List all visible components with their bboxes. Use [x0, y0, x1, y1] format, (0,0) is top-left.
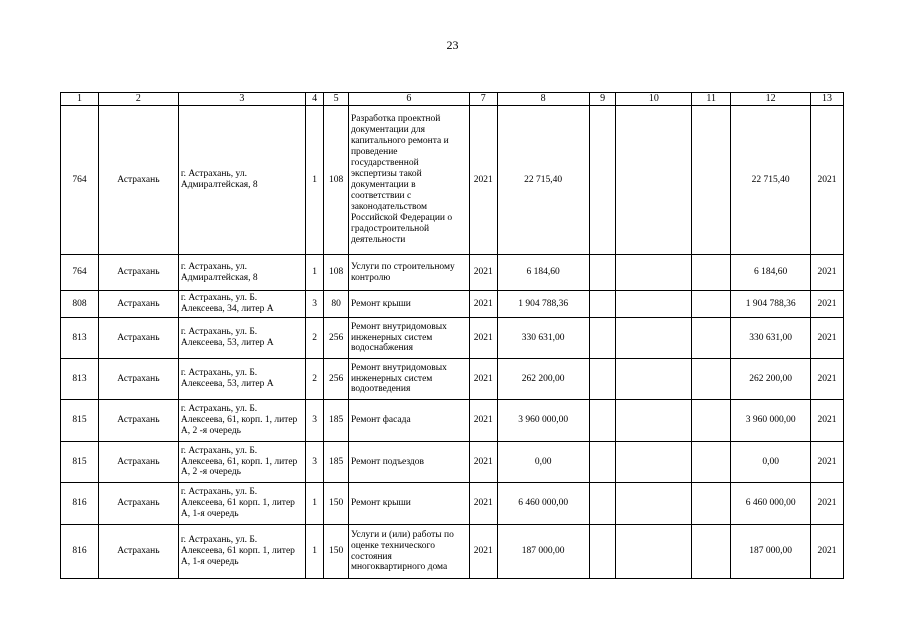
col-header: 9: [589, 93, 616, 106]
table-cell: [589, 291, 616, 318]
table-cell: 813: [61, 318, 99, 359]
table-cell: Астрахань: [98, 255, 178, 291]
table-cell: Астрахань: [98, 291, 178, 318]
table-cell: 2021: [469, 525, 497, 579]
table-cell: [616, 400, 692, 442]
table-cell: [616, 255, 692, 291]
table-cell: [589, 318, 616, 359]
table-cell: Астрахань: [98, 483, 178, 525]
table-cell: Разработка проектной документации для капитального ремонта и проведение государственной экспертизы такой документации в соответствии с законодательством Российской Федерации о градостроительной деятельности: [348, 106, 469, 255]
table-cell: [692, 442, 731, 483]
table-cell: [616, 106, 692, 255]
col-header: 13: [811, 93, 844, 106]
table-cell: 330 631,00: [497, 318, 589, 359]
table-row: [61, 106, 844, 255]
table-cell: 185: [324, 400, 349, 442]
table-cell: 2021: [811, 442, 844, 483]
table-cell: [589, 483, 616, 525]
table-cell: Услуги по строительному контролю: [348, 255, 469, 291]
table-cell: 6 460 000,00: [731, 483, 811, 525]
table-cell: 2021: [469, 255, 497, 291]
table-cell: 2021: [811, 318, 844, 359]
table-cell: 80: [324, 291, 349, 318]
table-cell: [616, 291, 692, 318]
table-cell: г. Астрахань, ул. Б. Алексеева, 61 корп. 1, литер А, 1-я очередь: [178, 525, 305, 579]
table-cell: 185: [324, 442, 349, 483]
table-cell: [616, 483, 692, 525]
table-cell: 150: [324, 525, 349, 579]
table-cell: Астрахань: [98, 318, 178, 359]
table-cell: 3: [305, 291, 323, 318]
table-row: [61, 318, 844, 359]
table-row: [61, 359, 844, 400]
table-cell: 2: [305, 318, 323, 359]
table-cell: г. Астрахань, ул. Б. Алексеева, 53, литер А: [178, 359, 305, 400]
col-header: 11: [692, 93, 731, 106]
table-cell: 764: [61, 106, 99, 255]
table-cell: [589, 106, 616, 255]
table-cell: г. Астрахань, ул. Адмиралтейская, 8: [178, 106, 305, 255]
table-cell: 6 184,60: [497, 255, 589, 291]
table-cell: Ремонт внутридомовых инженерных систем водоснабжения: [348, 318, 469, 359]
table-cell: 2021: [469, 359, 497, 400]
table-cell: 150: [324, 483, 349, 525]
table-cell: 2021: [811, 400, 844, 442]
table-cell: 2021: [811, 255, 844, 291]
table-cell: 2021: [469, 106, 497, 255]
col-header: 4: [305, 93, 323, 106]
table-cell: [589, 359, 616, 400]
table-cell: г. Астрахань, ул. Б. Алексеева, 61, корп. 1, литер А, 2 -я очередь: [178, 400, 305, 442]
table-cell: Ремонт фасада: [348, 400, 469, 442]
table-cell: 2: [305, 359, 323, 400]
col-header: 8: [497, 93, 589, 106]
col-header: 1: [61, 93, 99, 106]
table-cell: 256: [324, 359, 349, 400]
table-cell: Услуги и (или) работы по оценке технического состояния многоквартирного дома: [348, 525, 469, 579]
table-cell: 1: [305, 525, 323, 579]
table-cell: 0,00: [731, 442, 811, 483]
table-row: [61, 255, 844, 291]
table-cell: Ремонт крыши: [348, 483, 469, 525]
table-cell: 1 904 788,36: [497, 291, 589, 318]
table-cell: 2021: [811, 483, 844, 525]
table-cell: 3 960 000,00: [497, 400, 589, 442]
table-cell: 815: [61, 442, 99, 483]
table-cell: 2021: [469, 291, 497, 318]
col-header: 5: [324, 93, 349, 106]
table-cell: Астрахань: [98, 106, 178, 255]
table-cell: [692, 291, 731, 318]
table-cell: 1: [305, 483, 323, 525]
table-row: [61, 291, 844, 318]
table-row: [61, 525, 844, 579]
table-cell: [692, 255, 731, 291]
table-cell: [692, 359, 731, 400]
table-cell: [589, 400, 616, 442]
table-cell: Ремонт подъездов: [348, 442, 469, 483]
table-cell: 187 000,00: [497, 525, 589, 579]
table-cell: г. Астрахань, ул. Адмиралтейская, 8: [178, 255, 305, 291]
table-cell: [692, 106, 731, 255]
table-cell: 2021: [469, 442, 497, 483]
table-cell: 3 960 000,00: [731, 400, 811, 442]
table-cell: 3: [305, 400, 323, 442]
table-cell: 0,00: [497, 442, 589, 483]
table-cell: 1 904 788,36: [731, 291, 811, 318]
table-cell: 2021: [811, 291, 844, 318]
table-cell: [616, 359, 692, 400]
table-cell: Астрахань: [98, 525, 178, 579]
table-cell: 815: [61, 400, 99, 442]
table-cell: 108: [324, 255, 349, 291]
table-cell: 813: [61, 359, 99, 400]
table-cell: 816: [61, 525, 99, 579]
table-cell: 2021: [811, 525, 844, 579]
table-cell: 2021: [811, 359, 844, 400]
table-cell: [616, 525, 692, 579]
table-cell: Астрахань: [98, 442, 178, 483]
table-cell: 3: [305, 442, 323, 483]
table-cell: [616, 318, 692, 359]
col-header: 3: [178, 93, 305, 106]
col-header: 10: [616, 93, 692, 106]
table-cell: 262 200,00: [497, 359, 589, 400]
table-cell: [616, 442, 692, 483]
table-cell: 816: [61, 483, 99, 525]
table-cell: г. Астрахань, ул. Б. Алексеева, 34, литер А: [178, 291, 305, 318]
table-cell: 808: [61, 291, 99, 318]
table-cell: 2021: [811, 106, 844, 255]
page-number: 23: [446, 38, 459, 52]
table-cell: [589, 255, 616, 291]
table-cell: 6 460 000,00: [497, 483, 589, 525]
table-cell: г. Астрахань, ул. Б. Алексеева, 61 корп. 1, литер А, 1-я очередь: [178, 483, 305, 525]
table-cell: г. Астрахань, ул. Б. Алексеева, 61, корп. 1, литер А, 2 -я очередь: [178, 442, 305, 483]
table-header-row: [61, 93, 844, 106]
table-cell: 1: [305, 255, 323, 291]
table-cell: [692, 400, 731, 442]
table-cell: 764: [61, 255, 99, 291]
table-cell: [589, 525, 616, 579]
table-cell: 256: [324, 318, 349, 359]
table-cell: [692, 318, 731, 359]
col-header: 7: [469, 93, 497, 106]
table-cell: [589, 442, 616, 483]
table-cell: 330 631,00: [731, 318, 811, 359]
table-row: [61, 483, 844, 525]
table-cell: Астрахань: [98, 359, 178, 400]
table-cell: 262 200,00: [731, 359, 811, 400]
col-header: 6: [348, 93, 469, 106]
table-row: [61, 400, 844, 442]
table-cell: 2021: [469, 483, 497, 525]
table-cell: 2021: [469, 318, 497, 359]
table-cell: 6 184,60: [731, 255, 811, 291]
table-cell: г. Астрахань, ул. Б. Алексеева, 53, литер А: [178, 318, 305, 359]
table-cell: 2021: [469, 400, 497, 442]
table-cell: 22 715,40: [497, 106, 589, 255]
table-cell: 108: [324, 106, 349, 255]
table-cell: [692, 525, 731, 579]
col-header: 12: [731, 93, 811, 106]
col-header: 2: [98, 93, 178, 106]
table-cell: [692, 483, 731, 525]
table-cell: 1: [305, 106, 323, 255]
table-cell: Ремонт крыши: [348, 291, 469, 318]
table-cell: 22 715,40: [731, 106, 811, 255]
address-program-table: [60, 92, 844, 579]
table-cell: Астрахань: [98, 400, 178, 442]
table-cell: Ремонт внутридомовых инженерных систем водоотведения: [348, 359, 469, 400]
table-row: [61, 442, 844, 483]
table-cell: 187 000,00: [731, 525, 811, 579]
